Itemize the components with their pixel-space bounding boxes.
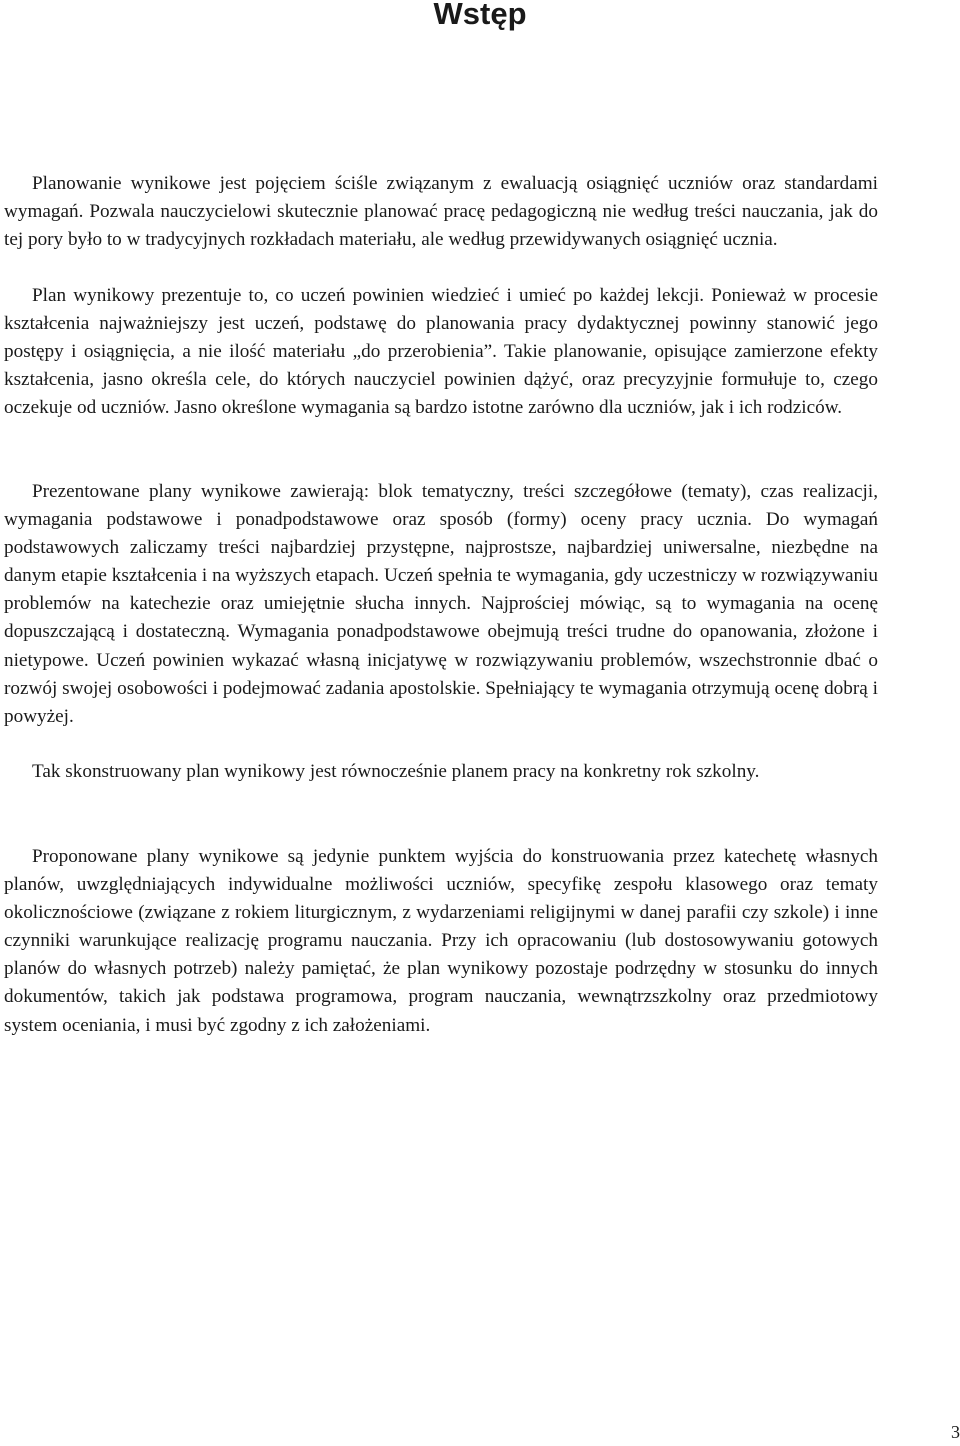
paragraph-school-year: Tak skonstruowany plan wynikowy jest równocześnie planem pracy na konkretny rok szkolny. <box>32 761 760 782</box>
paragraph-proposed-plans: Proponowane plany wynikowe są jedynie punktem wyjścia do konstruowania przez katechetę własnych planów, uwzględniających indywidualne możliwości uczniów, specyfikę zespołu klasowego oraz tematy okolicznościowe (związane z rokiem liturgicznym, z wydarzeniami religijnymi w danej parafii czy szkole) i inne czynniki warunkujące realizację programu nauczania. Przy ich opracowaniu (lub dostosowywaniu gotowych planów do własnych potrzeb) należy pamiętać, że plan wynikowy pozostaje podrzędny w stosunku do innych dokumentów, takich jak podstawa programowa, program nauczania, wewnątrzszkolny oraz przedmiotowy system oceniania, i musi być zgodny z ich założeniami. <box>4 846 878 1036</box>
paragraph-intro: Planowanie wynikowe jest pojęciem ściśle związanym z ewaluacją osiągnięć uczniów oraz standardami wymagań. Pozwala nauczycielowi skutecznie planować pracę pedagogiczną nie według treści nauczania, jak do tej pory było to w tradycyjnych rozkładach materiału, ale według przewidywanych osiągnięć ucznia. <box>4 173 878 251</box>
paragraph-plan-description: Plan wynikowy prezentuje to, co uczeń powinien wiedzieć i umieć po każdej lekcji. Ponieważ w procesie kształcenia najważniejszy jest uczeń, podstawę do planowania pracy dydaktycznej powinny stanowić jego postępy i osiągnięcia, a nie ilość materiału „do przerobienia”. Takie planowanie, opisujące zamierzone efekty kształcenia, jasno określa cele, do których nauczyciel powinien dążyć, oraz precyzyjnie formułuje to, czego oczekuje od uczniów. Jasno określone wymagania są bardzo istotne zarówno dla uczniów, jak i ich rodziców. <box>4 285 878 419</box>
paragraph-plan-contents: Prezentowane plany wynikowe zawierają: blok tematyczny, treści szczegółowe (tematy), czas realizacji, wymagania podstawowe i ponadpodstawowe oraz sposób (formy) oceny pracy ucznia. Do wymagań podstawowych zaliczamy treści najbardziej przystępne, najprostsze, najbardziej uniwersalne, niezbędne na danym etapie kształcenia i na wyższych etapach. Uczeń spełnia te wymagania, gdy uczestniczy w rozwiązywaniu problemów na katechezie oraz umiejętnie słucha innych. Najprościej mówiąc, są to wymagania na ocenę dopuszczającą i dostateczną. Wymagania ponadpodstawowe obejmują treści trudne do opanowania, złożone i nietypowe. Uczeń powinien wykazać własną inicjatywę w rozwiązywaniu problemów, wszechstronnie dbać o rozwój swojej osobowości i podejmować zadania apostolskie. Spełniający te wymagania otrzymują ocenę dobrą i powyżej. <box>4 481 878 727</box>
page-title: Wstęp <box>433 0 527 31</box>
page-number: 3 <box>951 1422 960 1442</box>
